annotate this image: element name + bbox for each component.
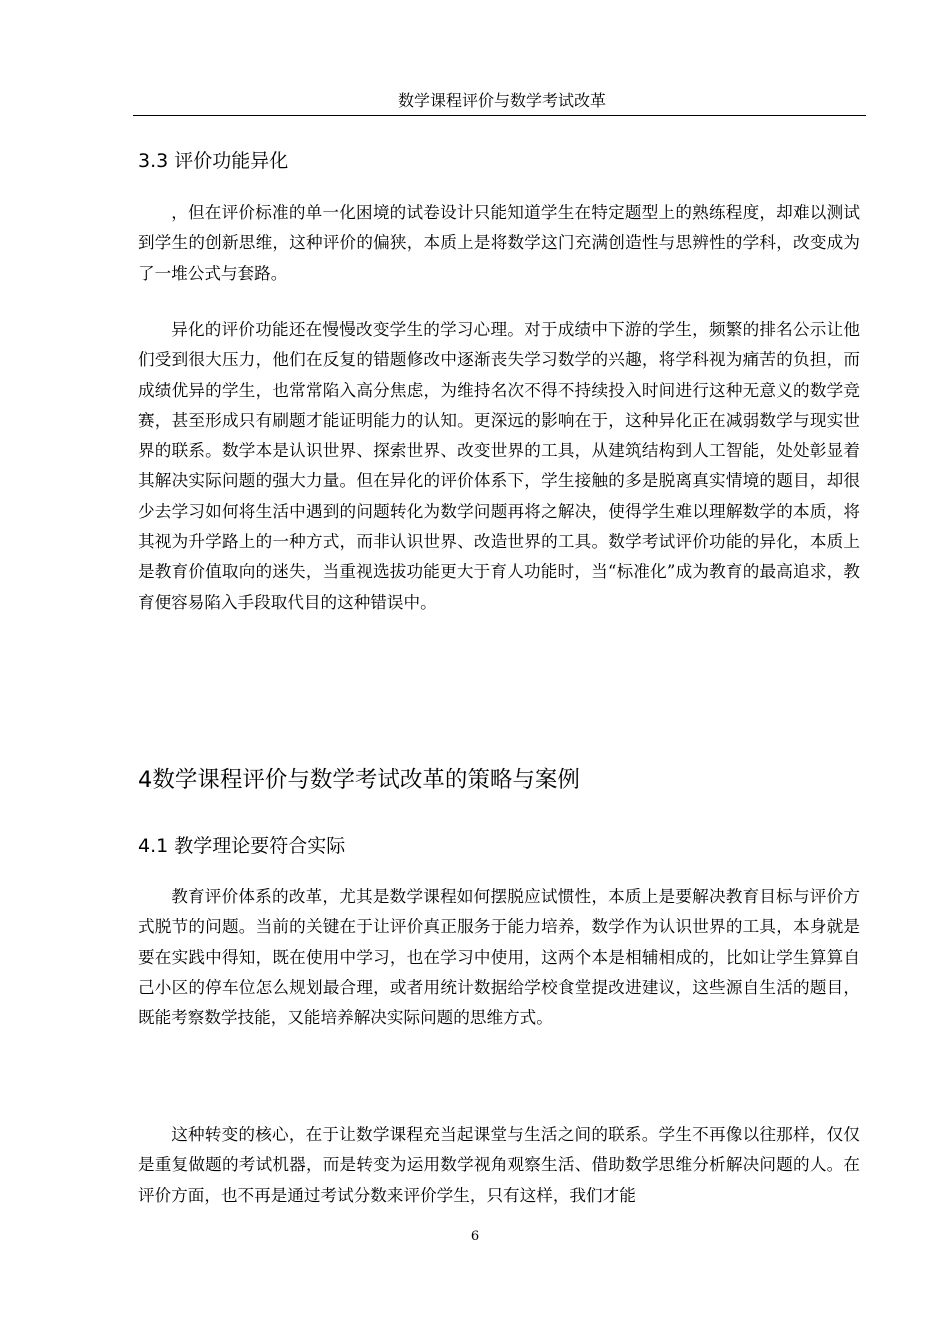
paragraph: 异化的评价功能还在慢慢改变学生的学习心理。对于成绩中下游的学生，频繁的排名公示让他们受到很大压力，他们在反复的错题修改中逐渐丧失学习数学的兴趣，将学科视为痛苦的负担，而成绩优异的学生，也常常陷入高分焦虑，为维持名次不得不持续投入时间进行这种无意义的数学竞赛，甚至形成只有刷题才能证明能力的认知。更深远的影响在于，这种异化正在减弱数学与现实世界的联系。数学本是认识世界、探索世界、改变世界的工具，从建筑结构到人工智能，处处彰显着其解决实际问题的强大力量。但在异化的评价体系下，学生接触的多是脱离真实情境的题目，却很少去学习如何将生活中遇到的问题转化为数学问题再将之解决，使得学生难以理解数学的本质，将其视为升学路上的一种方式，而非认识世界、改造世界的工具。数学考试评价功能的异化，本质上是教育价值取向的迷失，当重视选拔功能更大于育人功能时，当“标准化”成为教育的最高追求，教育便容易陷入手段取代目的这种错误中。 (138, 320, 860, 612)
section-heading-3-3: 3.3 评价功能异化 (138, 150, 289, 172)
paragraph: 这种转变的核心，在于让数学课程充当起课堂与生活之间的联系。学生不再像以往那样，仅仅是重复做题的考试机器，而是转变为运用数学视角观察生活、借助数学思维分析解决问题的人。在评价方面，也不再是通过考试分数来评价学生，只有这样，我们才能 (138, 1125, 860, 1205)
paragraph: ，但在评价标准的单一化困境的试卷设计只能知道学生在特定题型上的熟练程度，却难以测试到学生的创新思维，这种评价的偏狭，本质上是将数学这门充满创造性与思辨性的学科，改变成为了一堆公式与套路。 (138, 203, 860, 283)
chapter-heading-4: 4数学课程评价与数学考试改革的策略与案例 (138, 767, 580, 793)
page-number: 6 (470, 1229, 480, 1244)
header-rule (133, 115, 866, 116)
section-heading-4-1: 4.1 教学理论要符合实际 (138, 835, 346, 857)
running-header: 数学课程评价与数学考试改革 (397, 91, 606, 110)
paragraph: 教育评价体系的改革，尤其是数学课程如何摆脱应试惯性，本质上是要解决教育目标与评价方式脱节的问题。当前的关键在于让评价真正服务于能力培养，数学作为认识世界的工具，本身就是要在实践中得知，既在使用中学习，也在学习中使用，这两个本是相辅相成的，比如让学生算算自己小区的停车位怎么规划最合理，或者用统计数据给学校食堂提改进建议，这些源自生活的题目，既能考察数学技能，又能培养解决实际问题的思维方式。 (138, 887, 860, 1028)
